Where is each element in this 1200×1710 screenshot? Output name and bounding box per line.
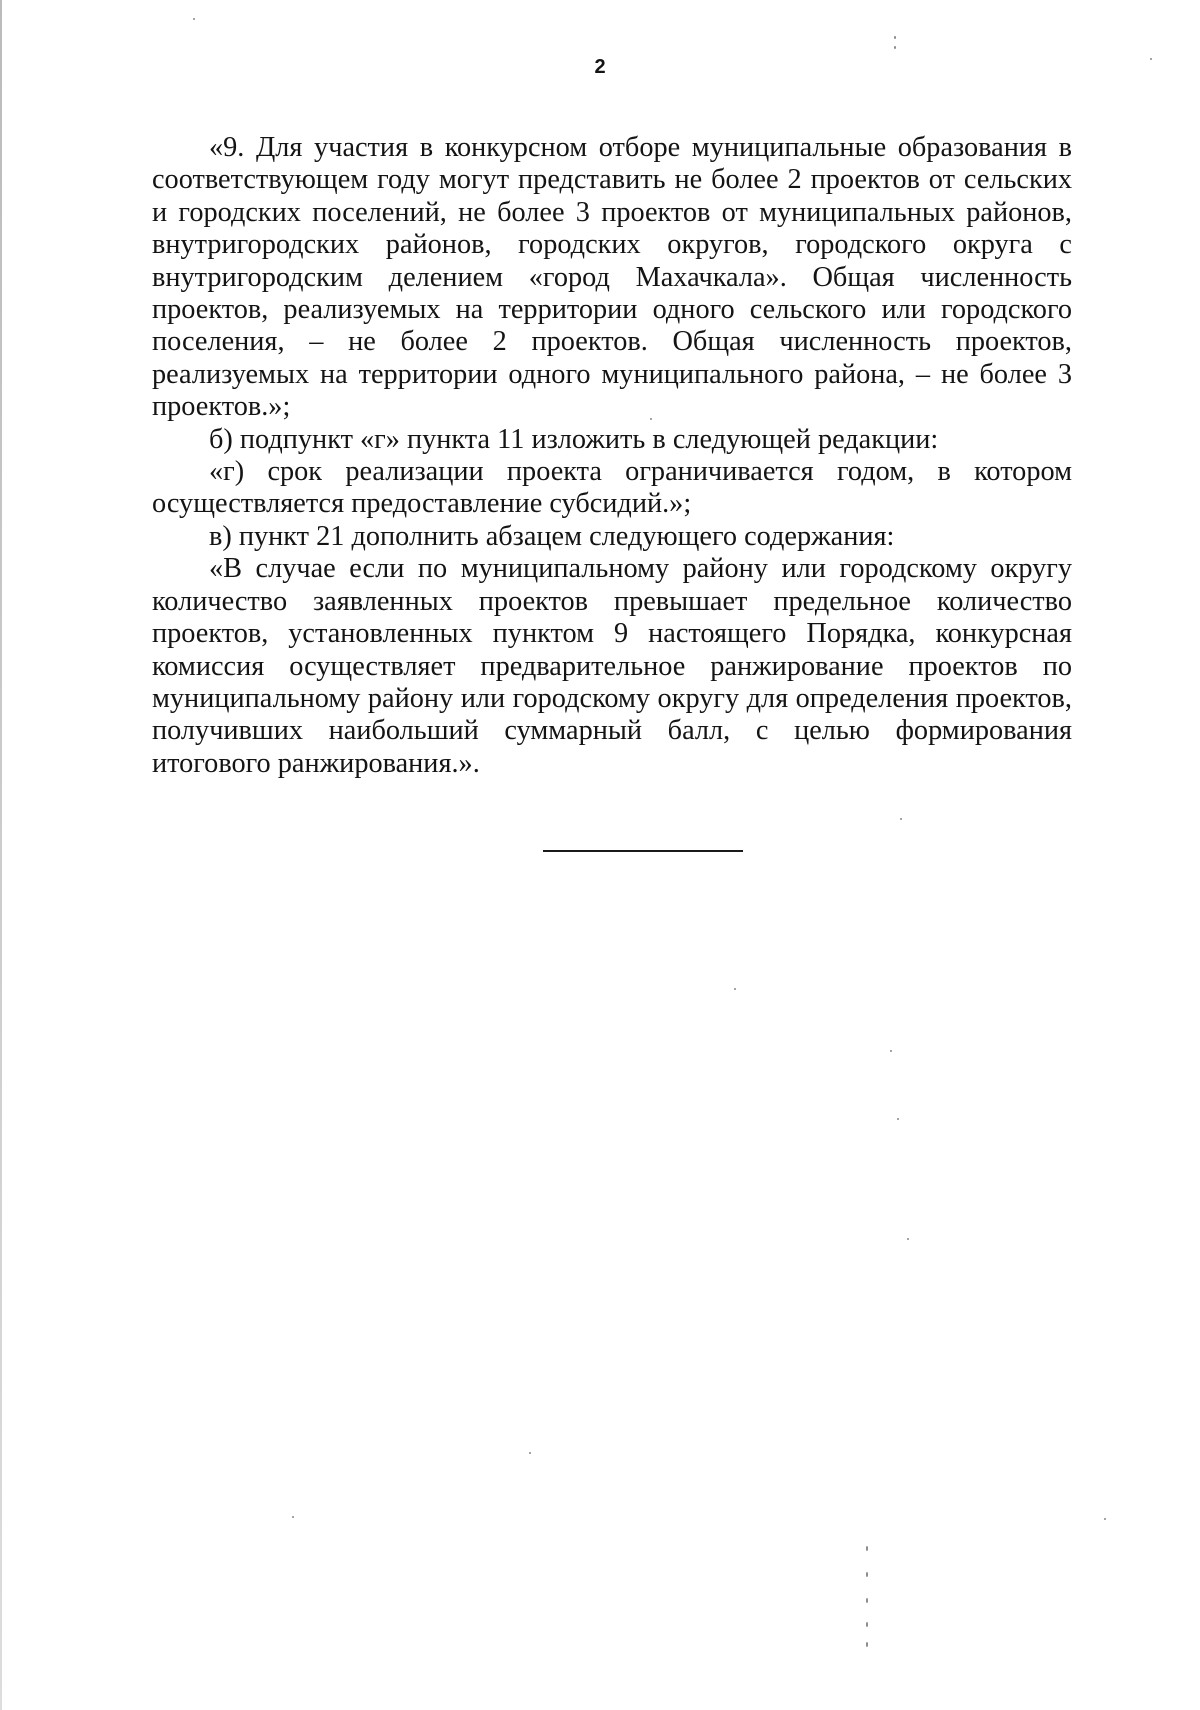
paragraph-subclause-g-text: «г) срок реализации проекта ограничивается годом, в котором осуществляется предоставление субсидий.»;: [152, 456, 1072, 520]
scan-speck: [894, 36, 896, 39]
scan-speck: [650, 418, 652, 420]
scan-speck: [866, 1572, 868, 1577]
scan-edge: [0, 0, 2, 1710]
paragraph-clause-9: «9. Для участия в конкурсном отборе муниципальные образования в соответствующем году могут представить не более 2 проектов от сельских и городских поселений, не более 3 проектов от муниципальных районов, внутригородских районов, городских округов, городского округа с внутригородским делением «город Махачкала». Общая численность проектов, реализуемых на территории одного сельского или городского поселения, – не более 2 проектов. Общая численность проектов, реализуемых на территории одного муниципального района, – не более 3 проектов.»;: [152, 132, 1072, 423]
scan-speck: [866, 1642, 868, 1647]
scan-speck: [900, 818, 902, 820]
paragraph-subclause-v: в) пункт 21 дополнить абзацем следующего содержания:: [209, 520, 895, 552]
scan-speck: [866, 1546, 868, 1551]
scan-speck: [529, 1452, 531, 1454]
scan-speck: [866, 1598, 868, 1603]
scan-speck: [894, 46, 896, 49]
separator-line: [543, 850, 743, 852]
scan-speck: [866, 1622, 868, 1627]
page-number: 2: [594, 56, 606, 78]
scan-speck: [907, 1238, 909, 1240]
scan-speck: [1104, 1518, 1106, 1520]
scan-speck: [1150, 58, 1152, 60]
scan-speck: [193, 18, 195, 20]
document-body: [152, 132, 1072, 780]
scan-speck: [897, 1118, 899, 1120]
scan-speck: [890, 1050, 892, 1052]
scan-speck: [734, 988, 736, 990]
scan-speck: [292, 1516, 294, 1518]
paragraph-subclause-b: б) подпункт «г» пункта 11 изложить в следующей редакции:: [209, 423, 939, 455]
paragraph-new-abzac: «В случае если по муниципальному району или городскому округу количество заявленных проектов превышает предельное количество проектов, установленных пунктом 9 настоящего Порядка, конкурсная комиссия осуществляет предварительное ранжирование проектов по муниципальному району или городскому округу для определения проектов, получивших наибольший суммарный балл, с целью формирования итогового ранжирования.».: [152, 553, 1072, 779]
